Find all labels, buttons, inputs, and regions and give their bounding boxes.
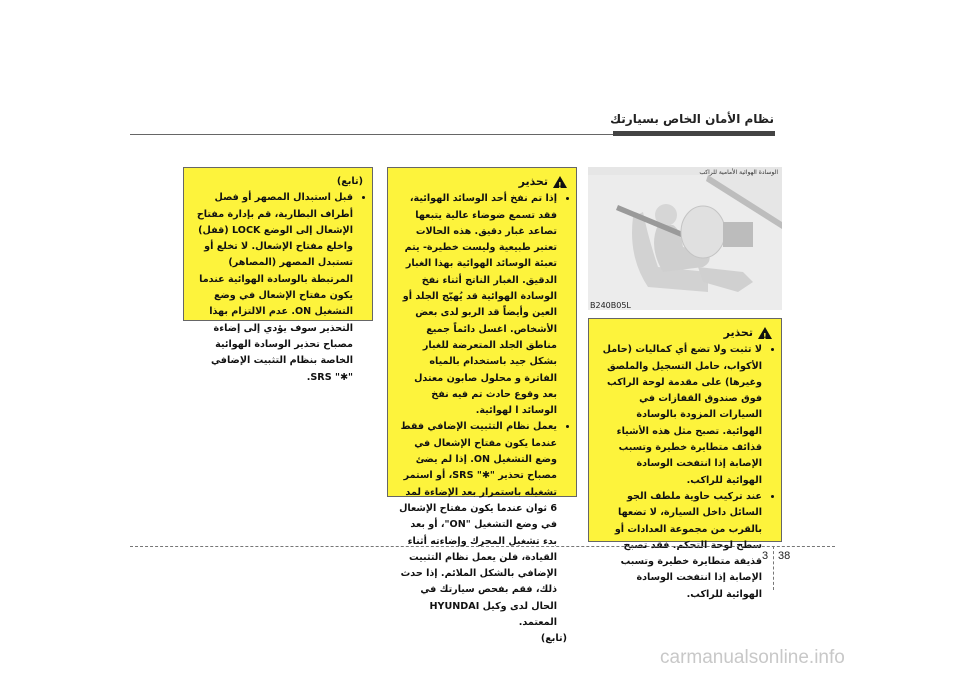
watermark: carmanualsonline.info	[660, 647, 845, 668]
warning-box-accessories	[588, 318, 782, 600]
note-bullet: • قبل استبدال المصهر أو فصل أطراف البطارية، قم بإدارة مفتاح الإشعال إلى الوضع LOCK (قفل) واخلع مفتاح الإشعال. لا تخلع أو تستبدل المصهر (المصاهر) المرتبطة بالوسادة الهوائية عندما يكون مفتاح الإشعال في وضع التشغيل ON. عدم الالتزام بهذا التحذير سوف يؤدي إلى إضاءة مصباح تحذير الوسادة الهوائية الخاصة بنظام التثبيت الإضافي "✱" SRS.	[193, 190, 353, 386]
warning-bullet: • عند تركيب حاوية ملطف الجو السائل داخل السيارة، لا تضعها بالقرب من مجموعة العدادات أو سطح لوحة التحكم. فقد تصبح قذيفة متطايرة خطيرة وتسبب الإصابة إذا انتفخت الوسادة الهوائية للراكب.	[598, 489, 762, 603]
airbag-illustration	[588, 167, 782, 310]
header-bar	[613, 131, 775, 136]
page-title: نظام الأمان الخاص بسيارتك	[610, 112, 774, 126]
warning-bullet: • لا تثبت ولا تضع أي كماليات (حامل الأكواب، حامل التسجيل والملصق وغيرها) على مقدمة لوحة الراكب فوق صندوق القفازات في السيارات المزودة بالوسادة الهوائية. تصبح مثل هذه الأشياء قذائف متطايرة خطيرة وتسبب الإصابة إذا انتفخت الوسادة الهوائية للراكب.	[598, 342, 762, 489]
figure-caption: الوسادة الهوائية الأمامية للراكب	[699, 169, 778, 176]
footer-divider	[773, 546, 774, 590]
figure-code: B240B05L	[590, 301, 631, 310]
continued-note-box	[183, 167, 373, 383]
warning-heading: تحذير	[723, 326, 753, 339]
page-number: 38	[778, 550, 791, 562]
warning-bullet: • يعمل نظام التثبيت الإضافي فقط عندما يكون مفتاح الإشعال في وضع التشغيل ON. إذا لم يضئ مصباح تحذير "✱" SRS، أو استمر تشغيله باستمرار بعد الإضاءة لمد 6 ثوان عندما يكون مفتاح الإشعال في وضع التشغيل "ON"، أو بعد بدء تشغيل المحرك وإضاءته أثناء القيادة، فلن يعمل نظام التثبيت الإضافي بالشكل الملائم. إذا حدث ذلك، فقم بفحص سيارتك في الحال لدى وكيل HYUNDAI المعتمد.	[397, 419, 557, 631]
warning-icon	[758, 327, 772, 339]
continued-label: (تابع)	[336, 176, 363, 187]
warning-box-dust	[387, 167, 577, 645]
footer-rule	[130, 546, 835, 547]
continued-label: (تابع)	[540, 633, 567, 645]
warning-bullet: • إذا تم نفخ أحد الوسائد الهوائية، فقد تسمع ضوضاء عالية يتبعها تصاعد غبار دقيق. هذه الحالات تعتبر طبيعية وليست خطيرة- يتم تعبئة الوسائد الهوائية بهذا الغبار الدقيق. الغبار الناتج أثناء نفخ الوسادة الهوائية قد يُهيّج الجلد أو العين وأيضاً قد الربو لدى بعض الأشخاص. اغسل دائماً جميع مناطق الجلد المتعرضة للغبار بشكل جيد باستخدام بالمياه الفاترة و محلول صابون معتدل بعد وقوع حادث تم فيه نفخ الوسائد ا لهوائية.	[397, 191, 557, 419]
chapter-number: 3	[762, 550, 769, 562]
warning-icon	[553, 176, 567, 188]
warning-heading: تحذير	[518, 175, 548, 188]
airbag-illustration-graphic	[588, 167, 782, 310]
